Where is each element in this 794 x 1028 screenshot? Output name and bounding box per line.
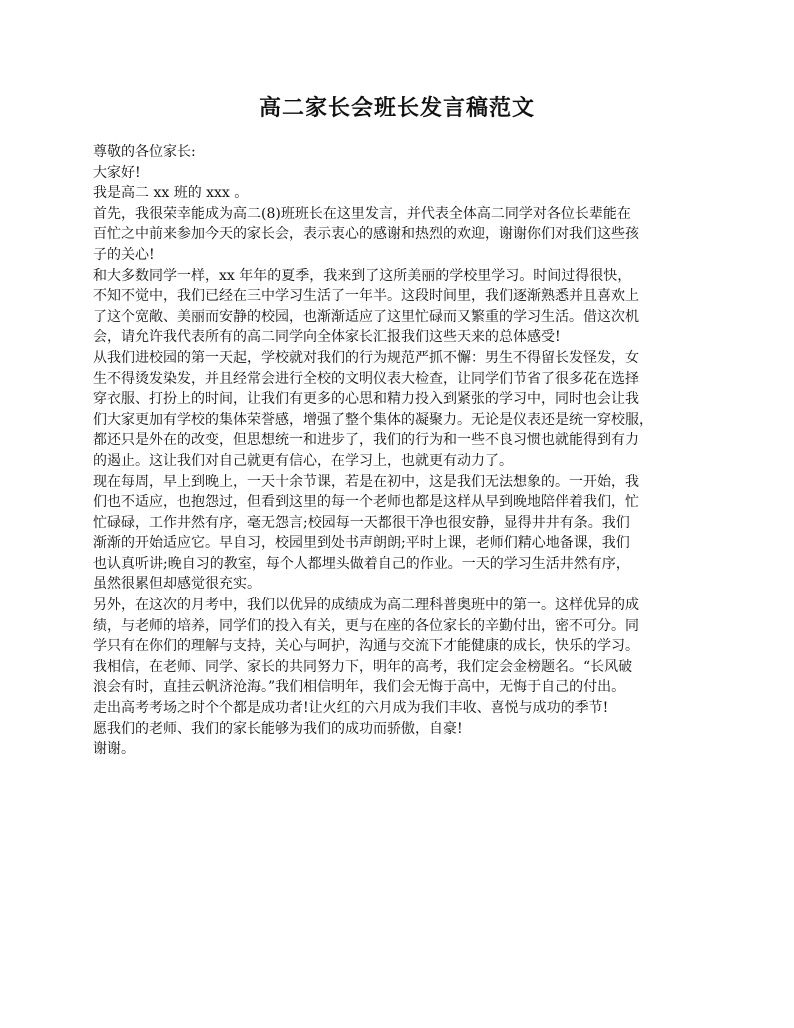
document-body <box>93 142 713 760</box>
body-line: 生不得烫发染发，并且经常会进行全校的文明仪表大检查，让同学们节省了很多花在选择 <box>93 370 639 387</box>
body-line: 会，请允许我代表所有的高二同学向全体家长汇报我们这些天来的总体感受! <box>93 329 561 346</box>
body-line: 学只有在你们的理解与支持，关心与呵护，沟通与交流下才能健康的成长，快乐的学习。 <box>93 638 639 655</box>
body-line: 了这个宽敞、美丽而安静的校园，也渐渐适应了这里忙碌而又繁重的学习生活。借这次机 <box>93 308 639 325</box>
document-title: 高二家长会班长发言稿范文 <box>258 95 535 121</box>
body-line: 另外，在这次的月考中，我们以优异的成绩成为高二理科普奥班中的第一。这样优异的成 <box>93 597 639 614</box>
body-line: 也认真听讲;晚自习的教室，每个人都埋头做着自己的作业。一天的学习生活井然有序， <box>93 555 630 572</box>
body-line: 都还只是外在的改变，但思想统一和进步了，我们的行为和一些不良习惯也就能得到有力 <box>93 432 639 449</box>
body-line: 谢谢。 <box>93 741 135 758</box>
body-line: 现在每周，早上到晚上，一天十余节课，若是在初中，这是我们无法想象的。一开始，我 <box>93 473 639 490</box>
body-line: 的遏止。这让我们对自己就更有信心，在学习上，也就更有动力了。 <box>93 452 513 469</box>
body-line: 忙碌碌，工作井然有序，毫无怨言;校园每一天都很干净也很安静，显得井井有条。我们 <box>93 514 630 531</box>
body-line: 子的关心! <box>93 246 155 263</box>
body-line: 走出高考考场之时个个都是成功者!让火红的六月成为我们丰收、喜悦与成功的季节! <box>93 700 609 717</box>
body-line: 愿我们的老师、我们的家长能够为我们的成功而骄傲，自豪! <box>93 720 463 737</box>
body-line: 浪会有时，直挂云帆济沧海。”我们相信明年，我们会无悔于高中，无悔于自己的付出。 <box>93 679 626 696</box>
body-line: 首先，我很荣幸能成为高二(8)班班长在这里发言，并代表全体高二同学对各位长辈能在 <box>93 205 631 222</box>
body-line: 穿衣服、打扮上的时间，让我们有更多的心思和精力投入到紧张的学习中，同时也会让我 <box>93 391 639 408</box>
body-line: 渐渐的开始适应它。早自习，校园里到处书声朗朗;平时上课，老师们精心地备课，我们 <box>93 535 630 552</box>
body-line: 我相信，在老师、同学、家长的共同努力下，明年的高考，我们定会金榜题名。“长风破 <box>93 658 633 675</box>
body-line: 从我们进校园的第一天起，学校就对我们的行为规范严抓不懈：男生不得留长发怪发，女 <box>93 349 639 366</box>
body-line: 们大家更加有学校的集体荣誉感，增强了整个集体的凝聚力。无论是仪表还是统一穿校服， <box>93 411 653 428</box>
body-line: 和大多数同学一样，xx 年年的夏季，我来到了这所美丽的学校里学习。时间过得很快， <box>93 267 632 284</box>
body-line: 虽然很累但却感觉很充实。 <box>93 576 261 593</box>
body-line: 百忙之中前来参加今天的家长会，表示衷心的感谢和热烈的欢迎，谢谢你们对我们这些孩 <box>93 226 639 243</box>
body-line: 不知不觉中，我们已经在三中学习生活了一年半。这段时间里，我们逐渐熟悉并且喜欢上 <box>93 288 639 305</box>
body-line: 我是高二 xx 班的 xxx 。 <box>93 185 249 202</box>
body-line: 大家好! <box>93 164 141 181</box>
body-line: 绩，与老师的培养，同学们的投入有关，更与在座的各位家长的辛勤付出，密不可分。同 <box>93 617 639 634</box>
body-line: 尊敬的各位家长: <box>93 144 196 160</box>
body-line: 们也不适应，也抱怨过，但看到这里的每一个老师也都是这样从早到晚地陪伴着我们，忙 <box>93 494 639 511</box>
